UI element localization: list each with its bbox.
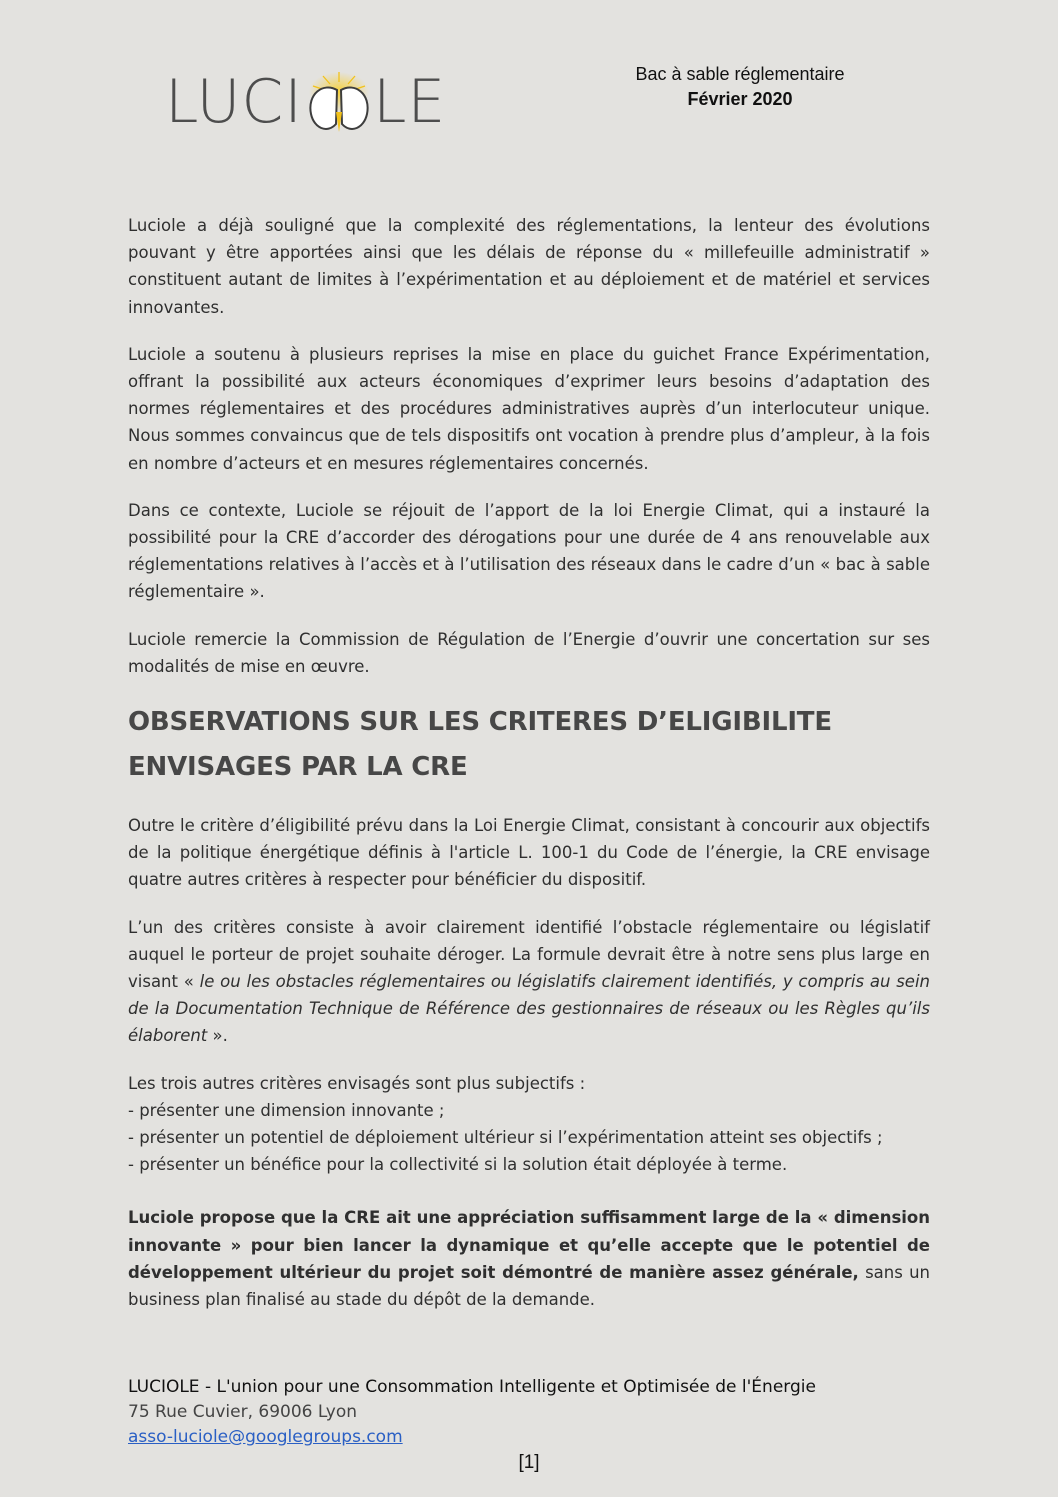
firefly-icon	[303, 70, 375, 140]
logo-text-left: LUCI	[165, 67, 303, 137]
document-date: Février 2020	[687, 89, 793, 109]
list-item: - présenter un potentiel de déploiement ultérieur si l’expérimentation atteint ses objectifs ;	[128, 1128, 883, 1148]
list-item: - présenter un bénéfice pour la collectivité si la solution était déployée à terme.	[128, 1155, 788, 1175]
footer-address: 75 Rue Cuvier, 69006 Lyon	[128, 1402, 358, 1422]
paragraph-text: L’un des critères consiste à avoir clairement identifié l’obstacle réglementaire ou législatif auquel le porteur de projet souhaite déroger. La formule devrait être à notre sens plus large en visant «	[128, 917, 930, 992]
paragraph-with-quote	[128, 914, 930, 1050]
proposal-bold-text: Luciole propose que la CRE ait une appréciation suffisamment large de la « dimension innovante » pour bien lancer la dynamique et qu’elle accepte que le potentiel de développement ultérieur du projet soit démontré de manière assez générale,	[128, 1208, 930, 1282]
footer-email-link[interactable]: asso-luciole@googlegroups.com	[128, 1427, 403, 1447]
quoted-proposal: le ou les obstacles réglementaires ou législatifs clairement identifiés, y compris au sein de la Documentation Technique de Référence des gestionnaires de réseaux ou les Règles qu’ils élaborent	[128, 972, 930, 1046]
paragraph: Luciole a soutenu à plusieurs reprises la mise en place du guichet France Expérimentation, offrant la possibilité aux acteurs économiques d’exprimer leurs besoins d’adaptation des normes réglementaires et des procédures administratives auprès d’un interlocuteur unique. Nous sommes convaincus que de tels dispositifs ont vocation à prendre plus d’ampleur, à la fois en nombre d’acteurs et en mesures réglementaires concernés.	[128, 344, 930, 473]
proposal-text: sans un business plan finalisé au stade du dépôt de la demande.	[128, 1262, 930, 1310]
footer-org-name: LUCIOLE - L'union pour une Consommation Intelligente et Optimisée de l'Énergie	[128, 1377, 816, 1397]
paragraph: Luciole remercie la Commission de Régulation de l’Energie d’ouvrir une concertation sur ses modalités de mise en œuvre.	[128, 629, 930, 676]
section-heading: OBSERVATIONS SUR LES CRITERES D’ELIGIBILITE ENVISAGES PAR LA CRE	[128, 707, 832, 783]
paragraph: Dans ce contexte, Luciole se réjouit de l’apport de la loi Energie Climat, qui a instauré la possibilité pour la CRE d’accorder des dérogations pour une durée de 4 ans renouvelable aux réglementations relatives à l’accès et à l’utilisation des réseaux dans le cadre d’un « bac à sable réglementaire ».	[128, 500, 930, 602]
document-title: Bac à sable réglementaire	[635, 64, 845, 84]
paragraph-text: ».	[207, 1026, 228, 1046]
page-number: [1]	[518, 1452, 540, 1473]
luciole-logo	[165, 68, 455, 140]
logo-text-right: LE	[373, 67, 447, 137]
footer	[128, 1375, 816, 1450]
document-body	[128, 212, 930, 1333]
list-intro: Les trois autres critères envisagés sont plus subjectifs :	[128, 1073, 586, 1093]
proposal-paragraph	[128, 1204, 930, 1313]
paragraph: Outre le critère d’éligibilité prévu dans la Loi Energie Climat, consistant à concourir aux objectifs de la politique énergétique définis à l'article L. 100-1 du Code de l’énergie, la CRE envisage quatre autres critères à respecter pour bénéficier du dispositif.	[128, 816, 930, 890]
list-item: - présenter une dimension innovante ;	[128, 1100, 445, 1120]
document-header	[600, 62, 880, 112]
paragraph: Luciole a déjà souligné que la complexité des réglementations, la lenteur des évolutions pouvant y être apportées ainsi que les délais de réponse du « millefeuille administratif » constituent autant de limites à l’expérimentation et au déploiement et de matériel et services innovantes.	[128, 216, 930, 317]
